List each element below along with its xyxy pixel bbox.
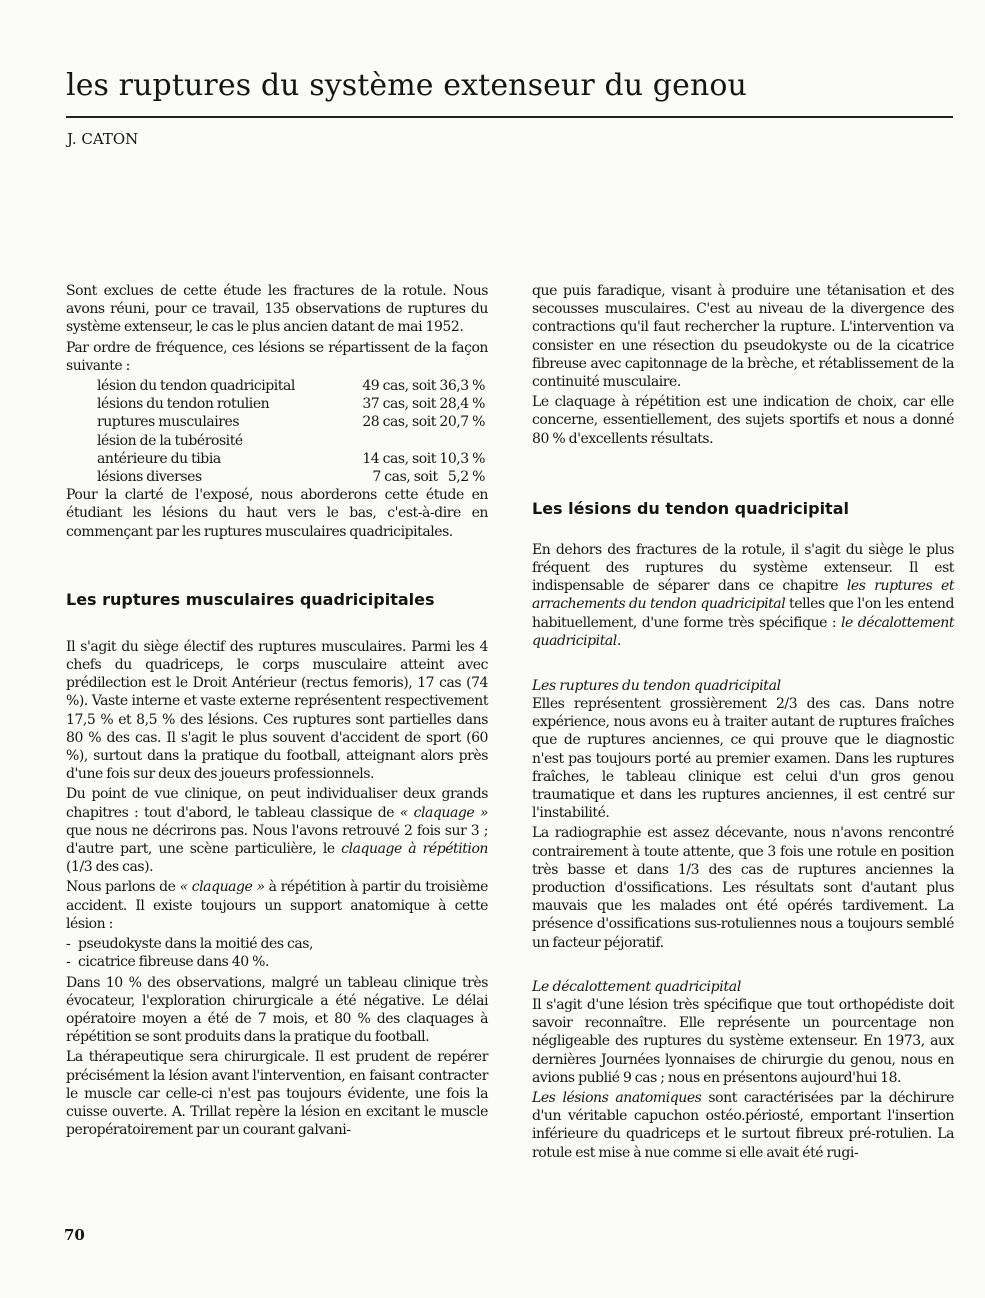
indication-paragraph: Le claquage à répétition est une indication de choix, car elle concerne, essentiellement, des sujets sportifs et nous a donné 80 % d'excellents résultats. [532, 394, 954, 447]
author-name: J. CATON [67, 130, 139, 148]
text-span: que nous ne décrirons pas. Nous l'avons retrouvé 2 fois sur 3 ; d'autre part, une scène particulière, le [66, 822, 488, 858]
italic-term: le décalottement quadricipital. [532, 614, 954, 649]
stats-value: 49 cas, soit 36,3 % [362, 378, 485, 395]
stats-label: lésion du tendon quadricipital [97, 378, 295, 395]
clarity-paragraph: Pour la clarté de l'exposé, nous aborderons cette étude en étudiant les lésions du haut vers le bas, c'est-à-dire en commençant par les ruptures musculaires quadricipitales. [66, 487, 488, 540]
italic-term: Les lésions anatomiques [532, 1089, 702, 1106]
decalottement-paragraph-2 [532, 1089, 954, 1162]
stats-row [97, 432, 485, 450]
muscular-paragraph-3 [66, 878, 488, 933]
text-span: (1/3 des cas). [66, 859, 154, 876]
stats-row [97, 413, 485, 431]
text-span: à répétition à partir du troisième accident. Il existe toujours un support anatomique à cette lésion : [66, 879, 488, 932]
text-span: sont caractérisées par la déchirure d'un véritable capuchon ostéo.périosté, emportant l'insertion inférieure du quadriceps et le surtout fibreux pré-rotulien. La rotule est mise à nue comme si elle avait été rugi- [532, 1089, 954, 1161]
continuation-paragraph: que puis faradique, visant à produire une tétanisation et des secousses musculaires. C'est au niveau de la divergence des contractions qu'il faut rechercher la rupture. L'intervention va consister en une résection du pseudokyste ou de la cicatrice fibreuse avec capitonnage de la brèche, et rétablissement de la continuité musculaire. [532, 283, 954, 391]
stats-label: antérieure du tibia [97, 450, 221, 467]
quadricipital-intro [532, 541, 954, 650]
dash-text: pseudokyste dans la moitié des cas, [78, 936, 313, 953]
muscular-paragraph-5: La thérapeutique sera chirurgicale. Il est prudent de repérer précisément la lésion avant l'intervention, en faisant contracter le muscle car celle-ci n'est pas toujours évidente, une fois la cuisse ouverte. A. Trillat repère la lésion en excitant le muscle peropératoirement par un courant galvani- [66, 1049, 488, 1139]
stats-label: lésions du tendon rotulien [97, 396, 270, 413]
left-column [66, 282, 488, 1141]
article-title: les ruptures du système extenseur du genou [66, 68, 747, 103]
stats-value: 37 cas, soit 28,4 % [362, 396, 485, 413]
dash-item: - pseudokyste dans la moitié des cas, [66, 936, 313, 953]
muscular-paragraph-4: Dans 10 % des observations, malgré un tableau clinique très évocateur, l'exploration chirurgicale a été négative. Le délai opératoire moyen a été de 7 mois, et 80 % des claquages à répétition se sont produits dans la pratique du football. [66, 974, 488, 1046]
stats-label: lésion de la tubérosité [97, 432, 243, 449]
stats-row [97, 468, 485, 486]
stats-row [97, 395, 485, 413]
italic-term: claquage à répétition [341, 841, 488, 858]
subheading-decalottement: Le décalottement quadricipital [532, 978, 742, 995]
stats-value: 14 cas, soit 10,3 % [362, 450, 485, 467]
intro-paragraph: Sont exclues de cette étude les fractures de la rotule. Nous avons réuni, pour ce travail, 135 observations de ruptures du système extenseur, le cas le plus ancien datant de mai 1952. [66, 283, 488, 336]
section-heading-quadricipital: Les lésions du tendon quadricipital [532, 498, 849, 518]
stats-value: 28 cas, soit 20,7 % [362, 414, 485, 431]
italic-term: les ruptures et arrachements du tendon quadricipital [532, 578, 954, 613]
muscular-paragraph-2 [66, 785, 488, 876]
italic-term: « claquage » [399, 804, 488, 821]
dash-item: - cicatrice fibreuse dans 40 %. [66, 954, 269, 971]
muscular-paragraph-1: Il s'agit du siège électif des ruptures musculaires. Parmi les 4 chefs du quadriceps, le corps musculaire atteint avec prédilection est le Droit Antérieur (rectus femoris), 17 cas (74 %). Vaste interne et vaste externe représentent respectivement 17,5 % et 8,5 % des lésions. Ces ruptures sont partielles dans 80 % des cas. Il s'agit le plus souvent d'accident de sport (60 %), surtout dans la pratique du football, atteignant alors près d'une fois sur deux des joueurs professionnels. [66, 638, 488, 783]
text-span: telles que l'on les entend habituellement, d'une forme très spécifique : [532, 596, 954, 631]
page-number: 70 [64, 1226, 85, 1244]
ruptures-paragraph-2: La radiographie est assez décevante, nous n'avons rencontré contrairement à toute attente, que 3 fois une rotule en position très basse et dans 1/3 des cas de ruptures anciennes la production d'ossifications. Les résultats sont d'autant plus mauvais que les malades ont été opérés tardivement. La présence d'ossifications sus-rotuliennes nous a toujours semblé un facteur péjoratif. [532, 825, 954, 951]
stats-list [97, 377, 485, 486]
stats-row [97, 377, 485, 395]
subheading-ruptures: Les ruptures du tendon quadricipital [532, 678, 781, 695]
right-column [532, 282, 954, 1164]
order-paragraph: Par ordre de fréquence, ces lésions se répartissent de la façon suivante : [66, 339, 488, 374]
text-span: Du point de vue clinique, on peut individualiser deux grands chapitres : tout d'abord, le tableau classique de [66, 786, 488, 821]
dash-text: cicatrice fibreuse dans 40 %. [78, 954, 269, 971]
decalottement-paragraph-1: Il s'agit d'une lésion très spécifique que tout orthopédiste doit savoir reconnaître. Elle représente un pourcentage non négligeable des ruptures du système extenseur. En 1973, aux dernières Journées lyonnaises de chirurgie du genou, nous en avions publié 9 cas ; nous en présentons aujourd'hui 18. [532, 996, 954, 1086]
stats-value: 7 cas, soit 5,2 % [372, 469, 485, 486]
stats-row [97, 450, 485, 468]
italic-term: « claquage » [179, 879, 265, 896]
text-span: Nous parlons de [66, 879, 180, 896]
text-span: En dehors des fractures de la rotule, il s'agit du siège le plus fréquent des ruptures du système extenseur. Il est indispensable de séparer dans ce chapitre [532, 541, 954, 595]
stats-label: ruptures musculaires [97, 414, 240, 431]
title-rule [66, 116, 953, 118]
ruptures-paragraph-1: Elles représentent grossièrement 2/3 des cas. Dans notre expérience, nous avons eu à traiter autant de ruptures fraîches que de ruptures anciennes, ce qui prouve que le diagnostic n'est pas toujours porté au premier examen. Dans les ruptures fraîches, le tableau clinique est celui d'un gros genou traumatique et dans les ruptures anciennes, il est centré sur l'instabilité. [532, 696, 954, 822]
stats-label: lésions diverses [97, 469, 202, 486]
section-heading-muscular: Les ruptures musculaires quadricipitales [66, 589, 435, 609]
